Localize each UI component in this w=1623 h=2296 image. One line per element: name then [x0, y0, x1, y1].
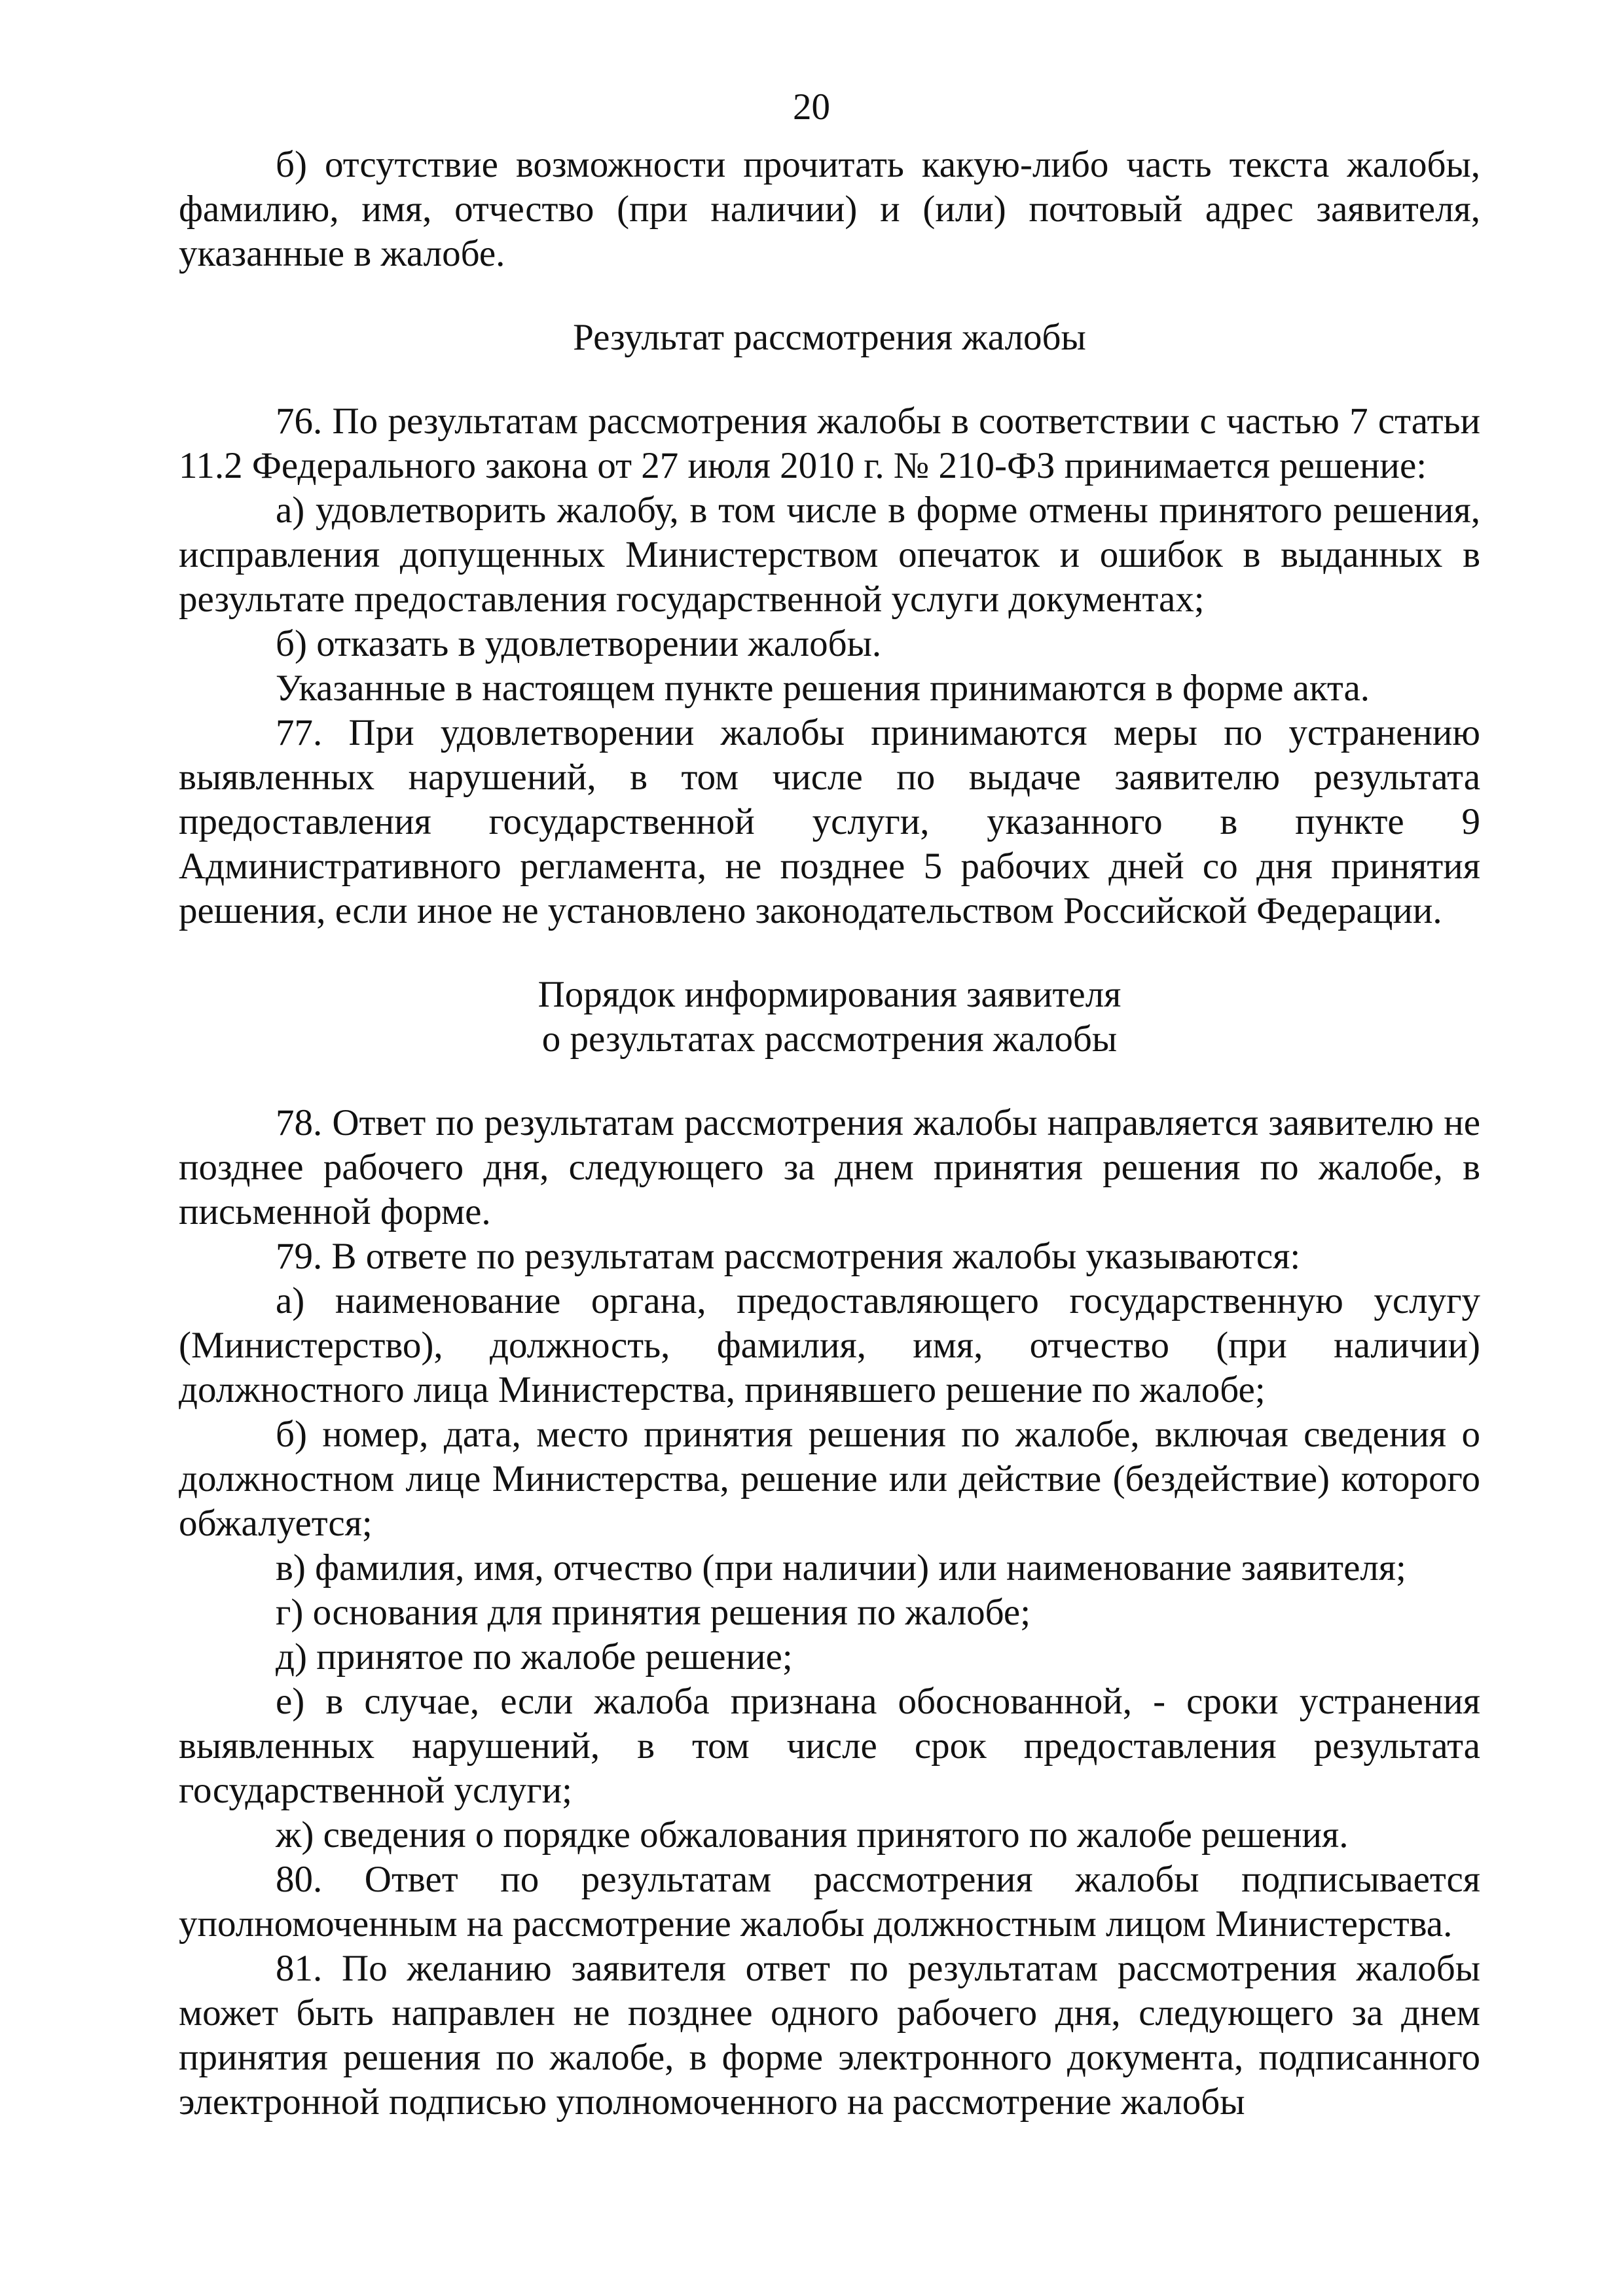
heading-inform-procedure [179, 973, 1480, 1062]
paragraph-80: 80. Ответ по результатам рассмотрения жалобы подписывается уполномоченным на рассмотрение жалобы должностным лицом Министерства. [179, 1859, 1480, 1945]
heading-inform-line-1: Порядок информирования заявителя [538, 974, 1122, 1015]
paragraph-79-a: а) наименование органа, предоставляющего государственную услугу (Министерство), должность, фамилия, имя, отчество (при наличии) должностного лица Министерства, принявшего решение по жалобе; [179, 1280, 1480, 1410]
paragraph-76-act: Указанные в настоящем пункте решения принимаются в форме акта. [276, 668, 1370, 709]
paragraph-79-g: г) основания для принятия решения по жалобе; [276, 1592, 1031, 1633]
paragraph-76: 76. По результатам рассмотрения жалобы в соответствии с частью 7 статьи 11.2 Федерального закона от 27 июля 2010 г. № 210-ФЗ принимается решение: [179, 401, 1480, 486]
paragraph-76-a: а) удовлетворить жалобу, в том числе в форме отмены принятого решения, исправления допущенных Министерством опечаток и ошибок в выданных в результате предоставления государственной услуги документах; [179, 490, 1480, 620]
paragraph-81: 81. По желанию заявителя ответ по результатам рассмотрения жалобы может быть направлен не позднее одного рабочего дня, следующего за днем принятия решения по жалобе, в форме электронного документа, подписанного электронной подписью уполномоченного на рассмотрение жалобы [179, 1948, 1480, 2123]
heading-complaint-result: Результат рассмотрения жалобы [573, 317, 1086, 358]
paragraph-79-b: б) номер, дата, место принятия решения по жалобе, включая сведения о должностном лице Министерства, решение или действие (бездействие) которого обжалуется; [179, 1414, 1480, 1544]
paragraph-79-e: е) в случае, если жалоба признана обоснованной, - сроки устранения выявленных нарушений, в том числе срок предоставления результата государственной услуги; [179, 1681, 1480, 1811]
paragraph-79: 79. В ответе по результатам рассмотрения жалобы указываются: [276, 1236, 1301, 1277]
paragraph-79-zh: ж) сведения о порядке обжалования принятого по жалобе решения. [276, 1814, 1349, 1856]
heading-inform-line-2: о результатах рассмотрения жалобы [541, 1018, 1118, 1060]
document-body [179, 143, 1480, 2125]
page-number: 20 [793, 86, 830, 128]
paragraph-78: 78. Ответ по результатам рассмотрения жалобы направляется заявителю не позднее рабочего дня, следующего за днем принятия решения по жалобе, в письменной форме. [179, 1102, 1480, 1232]
paragraph-77: 77. При удовлетворении жалобы принимаются меры по устранению выявленных нарушений, в том числе по выдаче заявителю результата предоставления государственной услуги, указанного в пункте 9 Административного регламента, не позднее 5 рабочих дней со дня принятия решения, если иное не установлено законодательством Российской Федерации. [179, 712, 1480, 931]
paragraph-b-top: б) отсутствие возможности прочитать какую-либо часть текста жалобы, фамилию, имя, отчество (при наличии) и (или) почтовый адрес заявителя, указанные в жалобе. [179, 144, 1480, 274]
paragraph-76-b: б) отказать в удовлетворении жалобы. [276, 623, 882, 664]
paragraph-79-v: в) фамилия, имя, отчество (при наличии) или наименование заявителя; [276, 1547, 1406, 1588]
paragraph-79-d: д) принятое по жалобе решение; [276, 1636, 793, 1677]
